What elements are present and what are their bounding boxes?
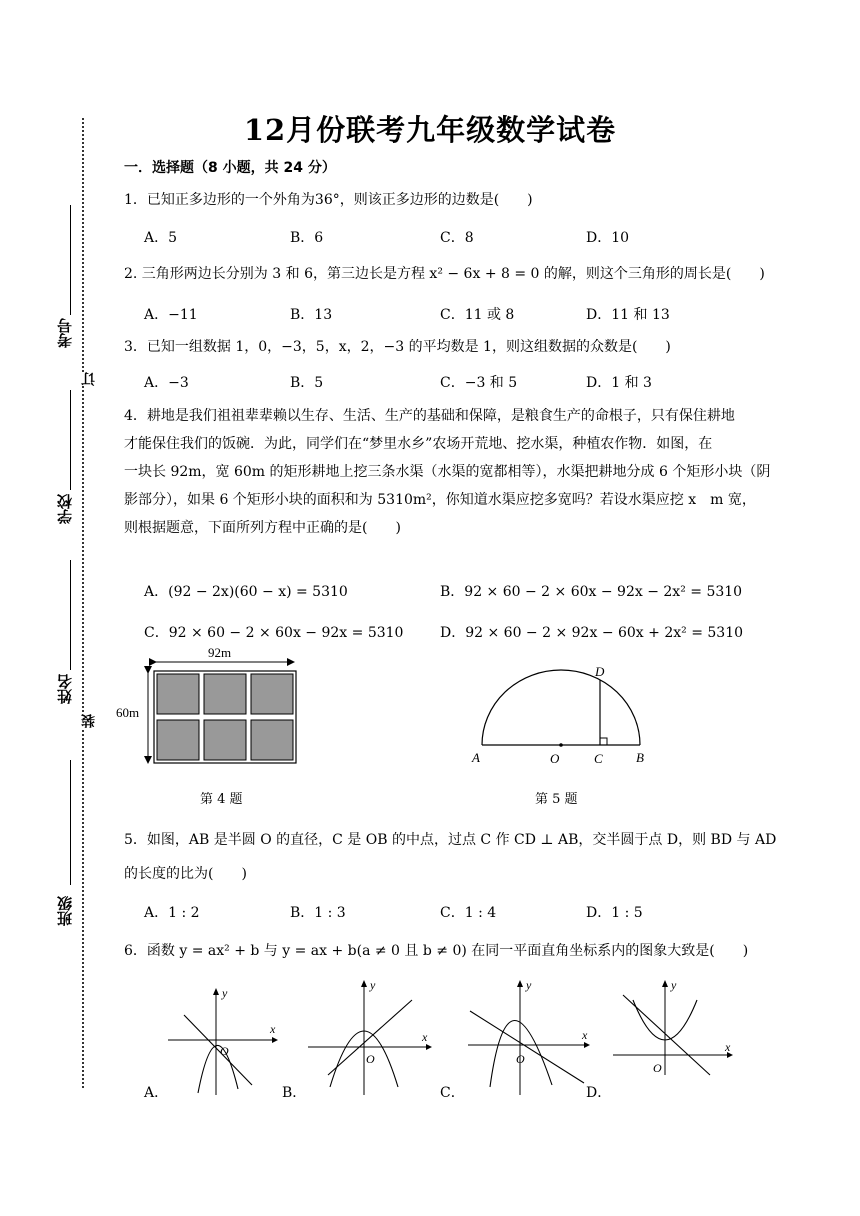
q4-line-4: 影部分），如果 6 个矩形小块的面积和为 5310m²，你知道水渠应挖多宽吗？若设水渠应挖 x m 宽，: [124, 492, 756, 508]
fig4-caption: 第 4 题: [200, 792, 243, 807]
field-exam-no: 考号: [56, 318, 74, 348]
q3-option-c: C．−3 和 5: [440, 375, 518, 391]
fig5-label-d: D: [595, 664, 605, 679]
q4-line-1: 4．耕地是我们祖祖辈辈赖以生存、生活、生产的基础和保障，是粮食生产的命根子，只有保住耕地: [124, 408, 735, 424]
fig5-label-o: O: [550, 751, 560, 766]
q6d-y-label: y: [671, 978, 677, 992]
q6c-y-label: y: [526, 978, 532, 992]
q4-line-5: 则根据题意，下面所列方程中正确的是( ): [124, 520, 401, 536]
field-name: 姓名: [56, 674, 74, 704]
q6c-x-label: x: [582, 1028, 588, 1042]
field-school: 学校: [56, 494, 74, 524]
field-line-name: [70, 560, 71, 670]
q2-option-a: A．−11: [144, 307, 198, 323]
q6a-x-label: x: [270, 1022, 276, 1036]
q6-option-d: D．: [586, 1085, 612, 1101]
question-5-line-2: 的长度的比为( ): [124, 866, 247, 882]
question-6: 6．函数 y = ax² + b 与 y = ax + b(a ≠ 0 且 b ≠ 0) 在同一平面直角坐标系内的图象大致是( ): [124, 943, 749, 959]
q3-option-d: D．1 和 3: [586, 375, 652, 391]
q2-option-c: C．11 或 8: [440, 307, 515, 323]
q4-option-c: C．92 × 60 − 2 × 60x − 92x = 5310: [144, 625, 404, 641]
fig5-label-a: A: [472, 750, 480, 765]
fig4-height-label: 60m: [116, 705, 140, 720]
section-heading: 一．选择题（8 小题，共 24 分）: [124, 160, 336, 176]
q5-option-a: A．1 : 2: [144, 905, 200, 921]
q6d-origin-label: O: [653, 1061, 662, 1075]
q6d-x-label: x: [725, 1040, 731, 1054]
binding-mark-ding: 订: [81, 372, 97, 386]
q1-option-a: A．5: [144, 230, 178, 246]
q6a-origin-label: O: [220, 1044, 229, 1058]
page-title: 12月份联考九年级数学试卷: [243, 113, 617, 147]
q4-line-2: 才能保住我们的饭碗．为此，同学们在“梦里水乡”农场开荒地、挖水渠，种植农作物．如图，在: [124, 436, 713, 452]
q2-option-d: D．11 和 13: [586, 307, 670, 323]
q6-option-b: B．: [282, 1085, 307, 1101]
q1-option-b: B．6: [290, 230, 324, 246]
q6-graph-b: [300, 975, 440, 1100]
fig5-label-c: C: [594, 751, 603, 766]
field-line-school: [70, 390, 71, 490]
q6-option-c: C．: [440, 1085, 465, 1101]
field-line-class: [70, 760, 71, 885]
field-line-exam-no: [70, 205, 71, 315]
figure-4-field-diagram: [116, 645, 306, 770]
binding-mark-zhuang: 装: [81, 714, 97, 728]
q6-graph-d: [605, 975, 745, 1080]
q5-option-c: C．1 : 4: [440, 905, 497, 921]
question-2: 2. 三角形两边长分别为 3 和 6，第三边长是方程 x² − 6x + 8 = 0 的解，则这个三角形的周长是( ): [124, 266, 765, 282]
field-class: 班级: [56, 896, 74, 926]
binding-dotted-line: [82, 118, 92, 1088]
q6-graph-a: [160, 985, 285, 1100]
q6b-origin-label: O: [366, 1052, 375, 1066]
q2-option-b: B．13: [290, 307, 333, 323]
q6b-y-label: y: [370, 978, 376, 992]
fig5-caption: 第 5 题: [535, 792, 578, 807]
q4-line-3: 一块长 92m，宽 60m 的矩形耕地上挖三条水渠（水渠的宽都相等），水渠把耕地分成 6 个矩形小块（阴: [124, 464, 771, 480]
q6-option-a: A．: [144, 1085, 169, 1101]
figure-5-semicircle-diagram: [470, 660, 655, 770]
q4-option-d: D．92 × 60 − 2 × 92x − 60x + 2x² = 5310: [440, 625, 744, 641]
question-3: 3．已知一组数据 1，0，−3，5，x，2，−3 的平均数是 1，则这组数据的众数是( ): [124, 339, 671, 355]
q5-option-d: D．1 : 5: [586, 905, 643, 921]
q6a-y-label: y: [222, 986, 228, 1000]
question-4: [124, 402, 780, 542]
q1-option-d: D．10: [586, 230, 630, 246]
q3-option-b: B．5: [290, 375, 324, 391]
q4-option-b: B．92 × 60 − 2 × 60x − 92x − 2x² = 5310: [440, 584, 743, 600]
q4-option-a: A．(92 − 2x)(60 − x) = 5310: [144, 584, 348, 600]
fig4-width-label: 92m: [208, 645, 232, 660]
q6b-x-label: x: [422, 1030, 428, 1044]
q6c-origin-label: O: [516, 1052, 525, 1066]
question-1: 1．已知正多边形的一个外角为36°，则该正多边形的边数是( ): [124, 192, 533, 208]
q5-option-b: B．1 : 3: [290, 905, 346, 921]
question-5-line-1: 5．如图，AB 是半圆 O 的直径，C 是 OB 的中点，过点 C 作 CD ⊥ AB，交半圆于点 D，则 BD 与 AD: [124, 832, 777, 848]
fig5-label-b: B: [636, 750, 644, 765]
q6-graph-c: [460, 975, 600, 1100]
q1-option-c: C．8: [440, 230, 474, 246]
q3-option-a: A．−3: [144, 375, 189, 391]
